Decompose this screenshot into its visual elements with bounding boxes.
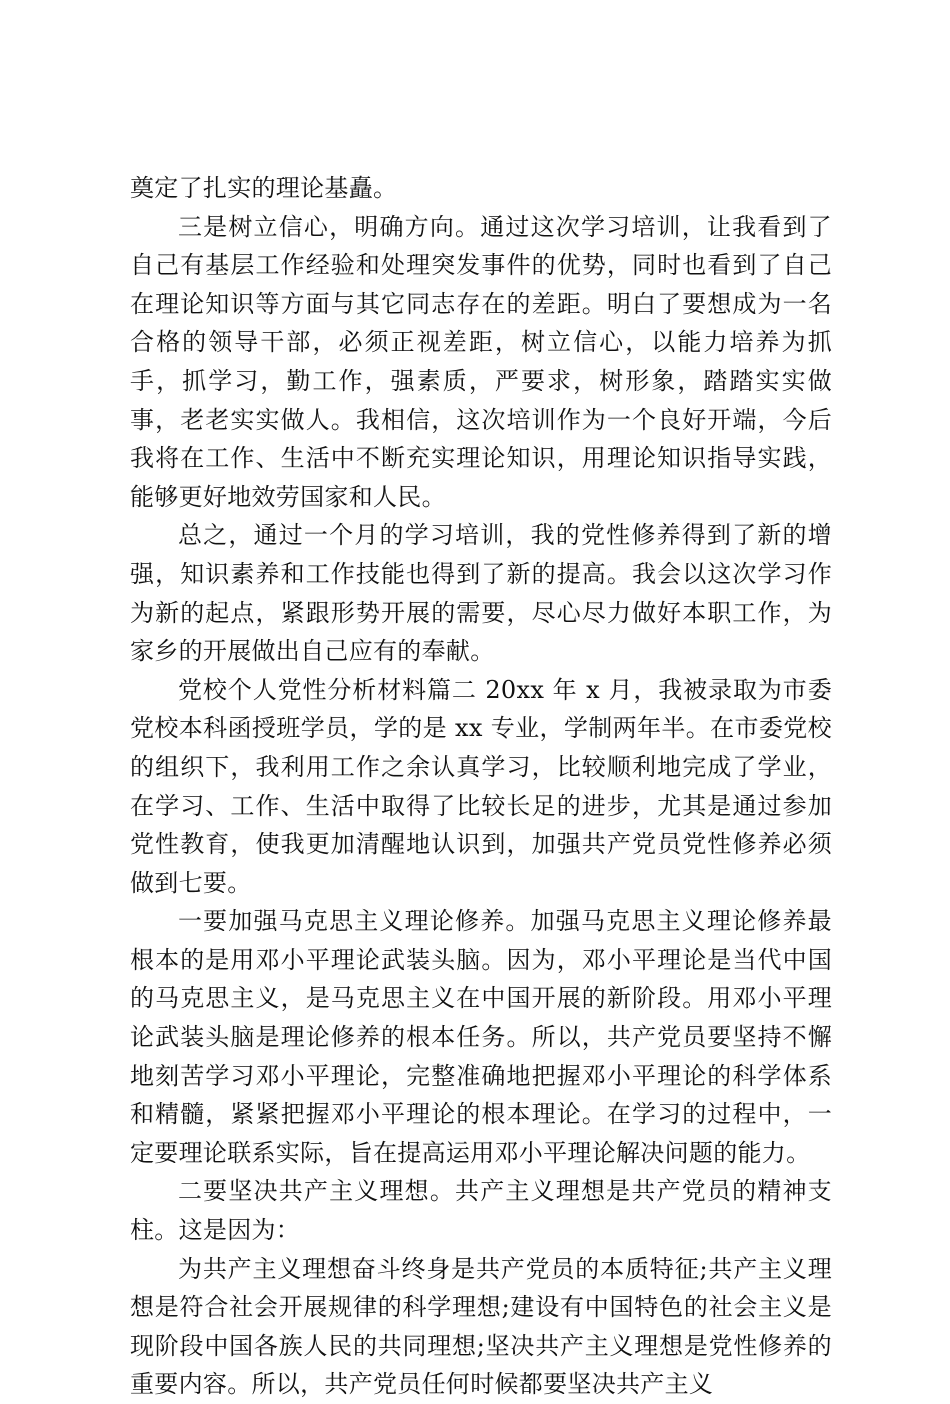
paragraph-summary: 总之，通过一个月的学习培训，我的党性修养得到了新的增强，知识素养和工作技能也得到了新的提高。我会以这次学习作为新的起点，紧跟形势开展的需要，尽心尽力做好本职工作，为家乡的开展做出自己应有的奉献。 [130, 521, 832, 666]
paragraph-ideal: 二要坚决共产主义理想。共产主义理想是共产党员的精神支柱。这是因为： [130, 1177, 832, 1245]
paragraph-confidence: 三是树立信心，明确方向。通过这次学习培训，让我看到了自己有基层工作经验和处理突发事件的优势，同时也看到了自己在理论知识等方面与其它同志存在的差距。明白了要想成为一名合格的领导干部，必须正视差距，树立信心，以能力培养为抓手，抓学习，勤工作，强素质，严要求，树形象，踏踏实实做事，老老实实做人。我相信，这次培训作为一个良好开端，今后我将在工作、生活中不断充实理论知识，用理论知识指导实践，能够更好地效劳国家和人民。 [130, 212, 832, 511]
paragraph-ideal-reasons: 为共产主义理想奋斗终身是共产党员的本质特征;共产主义理想是符合社会开展规律的科学理想;建设有中国特色的社会主义是现阶段中国各族人民的共同理想;坚决共产主义理想是党性修养的重要内容。所以，共产党员任何时候都要坚决共产主义 [130, 1254, 832, 1399]
paragraph-part-two-intro: 党校个人党性分析材料篇二 20xx 年 x 月，我被录取为市委党校本科函授班学员，学的是 xx 专业，学制两年半。在市委党校的组织下，我利用工作之余认真学习，比较顺利地完成了学业，在学习、工作、生活中取得了比较长足的进步，尤其是通过参加党性教育，使我更加清醒地认识到，加强共产党员党性修养必须做到七要。 [130, 675, 832, 897]
paragraph-theory: 一要加强马克思主义理论修养。加强马克思主义理论修养最根本的是用邓小平理论武装头脑。因为，邓小平理论是当代中国的马克思主义，是马克思主义在中国开展的新阶段。用邓小平理论武装头脑是理论修养的根本任务。所以，共产党员要坚持不懈地刻苦学习邓小平理论，完整准确地把握邓小平理论的科学体系和精髓，紧紧把握邓小平理论的根本理论。在学习的过程中，一定要理论联系实际，旨在提高运用邓小平理论解决问题的能力。 [130, 907, 832, 1167]
document-body [130, 169, 832, 1404]
paragraph-continuation: 奠定了扎实的理论基矗。 [130, 174, 398, 202]
